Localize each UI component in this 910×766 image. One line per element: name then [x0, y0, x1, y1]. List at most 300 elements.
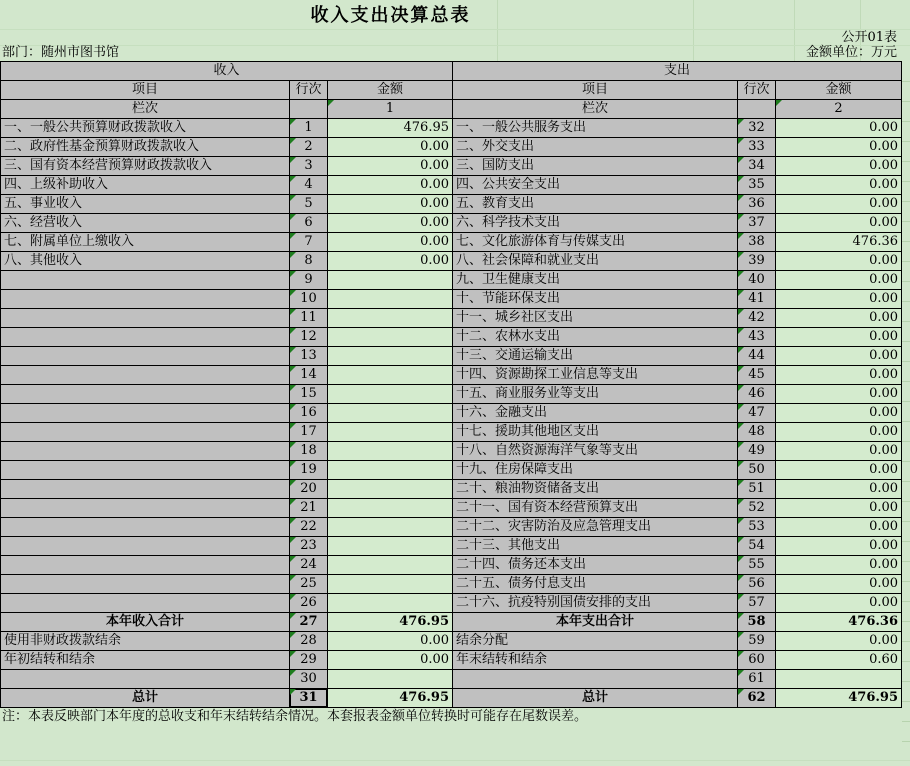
- cell-flag-icon: [290, 328, 296, 334]
- expense-amount-cell[interactable]: 0.00: [776, 385, 902, 404]
- expense-item-cell[interactable]: 二十、粮油物资储备支出: [453, 480, 738, 499]
- expense-line-no-cell[interactable]: [738, 556, 776, 575]
- expense-item-cell[interactable]: 十六、金融支出: [453, 404, 738, 423]
- expense-amount-cell[interactable]: 0.00: [776, 537, 902, 556]
- income-item-cell[interactable]: 二、政府性基金预算财政拨款收入: [1, 138, 290, 157]
- expense-column-index-blank[interactable]: [738, 100, 776, 119]
- income-line-no: 7: [304, 234, 313, 249]
- income-amount-cell[interactable]: [328, 575, 453, 594]
- expense-line-no-cell[interactable]: [738, 461, 776, 480]
- expense-amount-cell[interactable]: 476.36: [776, 233, 902, 252]
- expense-line-no-cell[interactable]: [738, 195, 776, 214]
- expense-item-cell[interactable]: 二十三、其他支出: [453, 537, 738, 556]
- expense-amount-cell[interactable]: 0.00: [776, 632, 902, 651]
- income-line-no-cell[interactable]: [290, 461, 328, 480]
- income-item-cell[interactable]: 年初结转和结余: [1, 651, 290, 670]
- income-amount-cell[interactable]: 0.00: [328, 214, 453, 233]
- expense-amount-cell[interactable]: 0.00: [776, 404, 902, 423]
- expense-line-no: 35: [748, 177, 765, 192]
- cell-flag-icon: [290, 556, 296, 562]
- meta-row: [0, 45, 901, 61]
- expense-line-no-cell[interactable]: [738, 214, 776, 233]
- expense-line-no-cell[interactable]: [738, 689, 776, 708]
- income-amount-cell[interactable]: [328, 309, 453, 328]
- expense-item-header[interactable]: 项目: [453, 81, 738, 100]
- expense-amount-cell[interactable]: 0.00: [776, 480, 902, 499]
- income-line-no-cell[interactable]: [290, 537, 328, 556]
- cell-flag-icon: [738, 404, 744, 410]
- income-amount-cell[interactable]: [328, 404, 453, 423]
- cell-flag-icon: [738, 366, 744, 372]
- income-amount-cell[interactable]: [328, 480, 453, 499]
- income-item-cell[interactable]: [1, 518, 290, 537]
- expense-amount-cell[interactable]: 0.00: [776, 442, 902, 461]
- income-line-no-cell[interactable]: [290, 518, 328, 537]
- income-line-no-cell[interactable]: [290, 347, 328, 366]
- expense-item-cell[interactable]: 二十二、灾害防治及应急管理支出: [453, 518, 738, 537]
- table-row: [1, 651, 902, 670]
- expense-line-no: 60: [748, 652, 765, 667]
- expense-line-no: 50: [748, 462, 765, 477]
- expense-item-cell[interactable]: 总计: [453, 689, 738, 708]
- expense-line-no-cell[interactable]: [738, 119, 776, 138]
- income-line-no: 13: [300, 348, 317, 363]
- income-section-header[interactable]: 收入: [1, 62, 453, 81]
- income-amount-cell[interactable]: [328, 556, 453, 575]
- income-line-no: 21: [300, 500, 317, 515]
- income-item-cell[interactable]: [1, 594, 290, 613]
- income-amount-cell[interactable]: 0.00: [328, 157, 453, 176]
- income-amount-cell[interactable]: [328, 290, 453, 309]
- income-item-cell[interactable]: [1, 670, 290, 689]
- income-line-no: 11: [300, 310, 317, 325]
- cell-flag-icon: [290, 214, 296, 220]
- expense-item-cell[interactable]: 二十五、债务付息支出: [453, 575, 738, 594]
- expense-line-no-cell[interactable]: [738, 632, 776, 651]
- income-item-cell[interactable]: [1, 442, 290, 461]
- income-item-cell[interactable]: [1, 575, 290, 594]
- cell-flag-icon: [738, 214, 744, 220]
- expense-line-no-cell[interactable]: [738, 537, 776, 556]
- income-amount-cell[interactable]: [328, 499, 453, 518]
- cell-flag-icon: [290, 233, 296, 239]
- income-amount-cell[interactable]: [328, 423, 453, 442]
- expense-item-cell[interactable]: 年末结转和结余: [453, 651, 738, 670]
- expense-line-no-cell[interactable]: [738, 404, 776, 423]
- expense-line-no: 51: [748, 481, 765, 496]
- expense-amount-cell[interactable]: 0.00: [776, 309, 902, 328]
- table-row: [1, 556, 902, 575]
- expense-line-no: 58: [747, 614, 766, 629]
- income-item-cell[interactable]: 使用非财政拨款结余: [1, 632, 290, 651]
- expense-line-no-cell[interactable]: [738, 252, 776, 271]
- income-item-cell[interactable]: [1, 347, 290, 366]
- expense-item-cell[interactable]: 九、卫生健康支出: [453, 271, 738, 290]
- income-amount-cell[interactable]: 0.00: [328, 252, 453, 271]
- expense-amount-cell[interactable]: 0.00: [776, 594, 902, 613]
- income-line-no-cell[interactable]: [290, 442, 328, 461]
- cell-flag-icon: [290, 632, 296, 638]
- income-line-no: 27: [299, 614, 318, 629]
- income-amount-cell[interactable]: [328, 366, 453, 385]
- income-amount-cell[interactable]: 0.00: [328, 632, 453, 651]
- cell-flag-icon: [738, 138, 744, 144]
- expense-line-no-cell[interactable]: [738, 309, 776, 328]
- table-row: [1, 575, 902, 594]
- expense-line-no: 45: [748, 367, 765, 382]
- income-line-no-cell[interactable]: [290, 385, 328, 404]
- expense-line-no-header[interactable]: 行次: [738, 81, 776, 100]
- expense-line-no: 39: [748, 253, 765, 268]
- expense-line-no-cell[interactable]: [738, 442, 776, 461]
- unit-label: 金额单位：万元: [805, 45, 897, 60]
- income-item-cell[interactable]: [1, 309, 290, 328]
- table-row: [1, 594, 902, 613]
- cell-flag-icon: [738, 537, 744, 543]
- income-item-cell[interactable]: [1, 290, 290, 309]
- income-item-cell[interactable]: 本年收入合计: [1, 613, 290, 632]
- cell-flag-icon: [738, 176, 744, 182]
- cell-flag-icon: [738, 632, 744, 638]
- income-amount-cell[interactable]: [328, 670, 453, 689]
- income-line-no-cell[interactable]: [290, 480, 328, 499]
- expense-line-no: 55: [748, 557, 765, 572]
- income-item-cell[interactable]: 总计: [1, 689, 290, 708]
- income-line-no-cell[interactable]: [290, 328, 328, 347]
- income-line-no-cell[interactable]: [290, 290, 328, 309]
- expense-amount-cell[interactable]: 0.00: [776, 252, 902, 271]
- income-line-no-cell[interactable]: [290, 575, 328, 594]
- expense-line-no-cell[interactable]: [738, 423, 776, 442]
- expense-amount-cell[interactable]: 0.00: [776, 423, 902, 442]
- expense-line-no-cell[interactable]: [738, 157, 776, 176]
- table-row: [1, 214, 902, 233]
- income-line-no-header[interactable]: 行次: [290, 81, 328, 100]
- cell-flag-icon: [290, 119, 296, 125]
- table-row: [1, 271, 902, 290]
- cell-flag-icon: [738, 385, 744, 391]
- income-item-cell[interactable]: 七、附属单位上缴收入: [1, 233, 290, 252]
- expense-line-no-cell[interactable]: [738, 499, 776, 518]
- expense-amount-cell[interactable]: 0.00: [776, 138, 902, 157]
- income-line-no: 22: [300, 519, 317, 534]
- expense-item-cell[interactable]: [453, 670, 738, 689]
- income-line-no: 5: [304, 196, 313, 211]
- expense-line-no-cell[interactable]: [738, 271, 776, 290]
- expense-item-cell[interactable]: 十九、住房保障支出: [453, 461, 738, 480]
- expense-item-cell[interactable]: 一、一般公共服务支出: [453, 119, 738, 138]
- income-amount-cell[interactable]: 476.95: [328, 613, 453, 632]
- expense-item-cell[interactable]: 十、节能环保支出: [453, 290, 738, 309]
- cell-flag-icon: [738, 233, 744, 239]
- expense-amount-cell[interactable]: 0.00: [776, 119, 902, 138]
- income-item-cell[interactable]: [1, 271, 290, 290]
- expense-item-cell[interactable]: 二十一、国有资本经营预算支出: [453, 499, 738, 518]
- expense-line-no-cell[interactable]: [738, 233, 776, 252]
- cell-flag-icon: [290, 252, 296, 258]
- cell-flag-icon: [738, 290, 744, 296]
- expense-line-no-cell[interactable]: [738, 138, 776, 157]
- income-item-cell[interactable]: 五、事业收入: [1, 195, 290, 214]
- income-item-cell[interactable]: [1, 328, 290, 347]
- cell-flag-icon: [290, 195, 296, 201]
- cell-flag-icon: [738, 670, 744, 676]
- expense-amount-cell[interactable]: 0.00: [776, 366, 902, 385]
- income-line-no: 31: [299, 690, 318, 705]
- cell-flag-icon: [738, 499, 744, 505]
- expense-amount-cell[interactable]: 0.00: [776, 176, 902, 195]
- income-amount-cell[interactable]: [328, 442, 453, 461]
- expense-item-cell[interactable]: 四、公共安全支出: [453, 176, 738, 195]
- income-item-cell[interactable]: [1, 556, 290, 575]
- expense-item-cell[interactable]: 结余分配: [453, 632, 738, 651]
- income-column-index-cell[interactable]: [328, 100, 453, 119]
- income-line-no: 25: [300, 576, 317, 591]
- table-row: [1, 499, 902, 518]
- income-amount-cell[interactable]: [328, 328, 453, 347]
- income-item-cell[interactable]: 六、经营收入: [1, 214, 290, 233]
- expense-item-cell[interactable]: 三、国防支出: [453, 157, 738, 176]
- expense-line-no-cell[interactable]: [738, 613, 776, 632]
- expense-item-cell[interactable]: 十八、自然资源海洋气象等支出: [453, 442, 738, 461]
- expense-line-no-cell[interactable]: [738, 480, 776, 499]
- income-amount-cell[interactable]: [328, 385, 453, 404]
- income-item-cell[interactable]: [1, 423, 290, 442]
- expense-amount-cell[interactable]: 476.36: [776, 613, 902, 632]
- cell-flag-icon: [738, 347, 744, 353]
- cell-flag-icon: [738, 271, 744, 277]
- income-line-no-cell[interactable]: [290, 670, 328, 689]
- expense-amount-cell[interactable]: 0.00: [776, 195, 902, 214]
- expense-amount-cell[interactable]: 0.00: [776, 499, 902, 518]
- expense-line-no-cell[interactable]: [738, 575, 776, 594]
- expense-section-header[interactable]: 支出: [453, 62, 902, 81]
- income-line-no-cell[interactable]: [290, 233, 328, 252]
- income-line-no-cell[interactable]: [290, 689, 328, 708]
- table-row: [1, 670, 902, 689]
- cell-flag-icon: [290, 366, 296, 372]
- expense-amount-cell[interactable]: 0.00: [776, 347, 902, 366]
- table-row: [1, 233, 902, 252]
- expense-line-no: 46: [748, 386, 765, 401]
- income-line-no: 23: [300, 538, 317, 553]
- expense-item-cell[interactable]: 二十六、抗疫特别国债安排的支出: [453, 594, 738, 613]
- expense-item-cell[interactable]: 十七、援助其他地区支出: [453, 423, 738, 442]
- cell-flag-icon: [290, 670, 296, 676]
- expense-amount-cell[interactable]: 0.00: [776, 556, 902, 575]
- income-amount-cell[interactable]: 0.00: [328, 233, 453, 252]
- expense-item-cell[interactable]: 十三、交通运输支出: [453, 347, 738, 366]
- expense-item-cell[interactable]: 八、社会保障和就业支出: [453, 252, 738, 271]
- income-line-no-cell[interactable]: [290, 252, 328, 271]
- income-line-no-cell[interactable]: [290, 309, 328, 328]
- income-line-no: 2: [304, 139, 313, 154]
- expense-amount-cell[interactable]: 0.00: [776, 328, 902, 347]
- expense-line-no-cell[interactable]: [738, 347, 776, 366]
- cell-flag-icon: [738, 309, 744, 315]
- expense-line-no-cell[interactable]: [738, 328, 776, 347]
- expense-line-no-cell[interactable]: [738, 518, 776, 537]
- cell-flag-icon: [290, 157, 296, 163]
- table-row: [1, 347, 902, 366]
- cell-flag-icon: [290, 138, 296, 144]
- cell-flag-icon: [290, 499, 296, 505]
- income-amount-cell[interactable]: [328, 461, 453, 480]
- income-item-cell[interactable]: [1, 366, 290, 385]
- income-line-no: 4: [304, 177, 313, 192]
- income-amount-cell[interactable]: [328, 347, 453, 366]
- income-line-no-cell[interactable]: [290, 613, 328, 632]
- expense-amount-cell[interactable]: 476.95: [776, 689, 902, 708]
- expense-line-no: 49: [748, 443, 765, 458]
- department-label: 部门：随州市图书馆: [2, 45, 120, 60]
- expense-item-cell[interactable]: 二十四、债务还本支出: [453, 556, 738, 575]
- income-amount-cell[interactable]: 476.95: [328, 119, 453, 138]
- cell-flag-icon: [738, 252, 744, 258]
- expense-line-no-cell[interactable]: [738, 176, 776, 195]
- income-item-cell[interactable]: [1, 537, 290, 556]
- expense-column-index-label[interactable]: 栏次: [453, 100, 738, 119]
- income-line-no-cell[interactable]: [290, 214, 328, 233]
- income-item-cell[interactable]: [1, 499, 290, 518]
- section-header-row: [1, 62, 902, 81]
- income-line-no-cell[interactable]: [290, 499, 328, 518]
- cell-flag-icon: [290, 651, 296, 657]
- income-line-no-cell[interactable]: [290, 594, 328, 613]
- table-row: [1, 518, 902, 537]
- cell-flag-icon: [290, 518, 296, 524]
- income-amount-cell[interactable]: 0.00: [328, 138, 453, 157]
- income-line-no: 15: [300, 386, 317, 401]
- income-item-cell[interactable]: [1, 404, 290, 423]
- cell-flag-icon: [290, 385, 296, 391]
- cell-flag-icon: [290, 594, 296, 600]
- cell-flag-icon: [738, 556, 744, 562]
- income-amount-cell[interactable]: 0.00: [328, 176, 453, 195]
- cell-flag-icon: [738, 461, 744, 467]
- income-line-no-cell[interactable]: [290, 651, 328, 670]
- expense-line-no-cell[interactable]: [738, 366, 776, 385]
- expense-item-cell[interactable]: 六、科学技术支出: [453, 214, 738, 233]
- income-line-no: 8: [304, 253, 313, 268]
- income-line-no-cell[interactable]: [290, 556, 328, 575]
- income-line-no: 1: [304, 120, 313, 135]
- income-line-no-cell[interactable]: [290, 157, 328, 176]
- expense-amount-cell[interactable]: 0.00: [776, 271, 902, 290]
- cell-flag-icon: [328, 100, 334, 106]
- expense-item-cell[interactable]: 十四、资源勘探工业信息等支出: [453, 366, 738, 385]
- expense-item-cell[interactable]: 七、文化旅游体育与传媒支出: [453, 233, 738, 252]
- expense-line-no: 59: [748, 633, 765, 648]
- income-line-no: 12: [300, 329, 317, 344]
- cell-flag-icon: [738, 575, 744, 581]
- income-line-no: 17: [300, 424, 317, 439]
- expense-line-no: 40: [748, 272, 765, 287]
- income-item-cell[interactable]: 四、上级补助收入: [1, 176, 290, 195]
- expense-item-cell[interactable]: 十二、农林水支出: [453, 328, 738, 347]
- income-item-cell[interactable]: 八、其他收入: [1, 252, 290, 271]
- column-header-row: [1, 81, 902, 100]
- expense-line-no-cell[interactable]: [738, 594, 776, 613]
- income-amount-header[interactable]: 金额: [328, 81, 453, 100]
- expense-item-cell[interactable]: 五、教育支出: [453, 195, 738, 214]
- income-amount-cell[interactable]: 0.00: [328, 195, 453, 214]
- expense-line-no: 44: [748, 348, 765, 363]
- expense-line-no-cell[interactable]: [738, 670, 776, 689]
- expense-line-no-cell[interactable]: [738, 651, 776, 670]
- income-line-no-cell[interactable]: [290, 138, 328, 157]
- expense-item-cell[interactable]: 十五、商业服务业等支出: [453, 385, 738, 404]
- income-item-cell[interactable]: [1, 385, 290, 404]
- expense-column-index: 2: [834, 101, 843, 116]
- income-line-no-cell[interactable]: [290, 195, 328, 214]
- expense-line-no-cell[interactable]: [738, 385, 776, 404]
- expense-amount-cell[interactable]: [776, 670, 902, 689]
- table-row: [1, 480, 902, 499]
- income-line-no-cell[interactable]: [290, 632, 328, 651]
- income-amount-cell[interactable]: [328, 518, 453, 537]
- cell-flag-icon: [290, 442, 296, 448]
- income-line-no-cell[interactable]: [290, 366, 328, 385]
- income-item-cell[interactable]: [1, 461, 290, 480]
- income-line-no-cell[interactable]: [290, 119, 328, 138]
- cell-flag-icon: [738, 119, 744, 125]
- cell-flag-icon: [290, 480, 296, 486]
- income-line-no-cell[interactable]: [290, 271, 328, 290]
- income-item-cell[interactable]: [1, 480, 290, 499]
- expense-amount-cell[interactable]: 0.00: [776, 575, 902, 594]
- income-line-no: 24: [300, 557, 317, 572]
- income-item-cell[interactable]: 三、国有资本经营预算财政拨款收入: [1, 157, 290, 176]
- income-line-no: 26: [300, 595, 317, 610]
- expense-amount-cell[interactable]: 0.00: [776, 214, 902, 233]
- cell-flag-icon: [738, 157, 744, 163]
- income-amount-cell[interactable]: [328, 537, 453, 556]
- expense-amount-cell[interactable]: 0.00: [776, 518, 902, 537]
- income-line-no: 29: [300, 652, 317, 667]
- income-amount-cell[interactable]: [328, 271, 453, 290]
- expense-amount-cell[interactable]: 0.60: [776, 651, 902, 670]
- cell-flag-icon: [290, 613, 296, 619]
- cell-flag-icon: [738, 195, 744, 201]
- income-amount-cell[interactable]: [328, 594, 453, 613]
- cell-flag-icon: [776, 100, 782, 106]
- expense-amount-cell[interactable]: 0.00: [776, 290, 902, 309]
- income-line-no: 30: [300, 671, 317, 686]
- expense-amount-cell[interactable]: 0.00: [776, 157, 902, 176]
- expense-amount-header[interactable]: 金额: [776, 81, 902, 100]
- income-line-no-cell[interactable]: [290, 404, 328, 423]
- expense-item-cell[interactable]: 二、外交支出: [453, 138, 738, 157]
- expense-column-index-cell[interactable]: [776, 100, 902, 119]
- income-column-index-label[interactable]: 栏次: [1, 100, 290, 119]
- income-amount-cell[interactable]: 0.00: [328, 651, 453, 670]
- income-line-no-cell[interactable]: [290, 423, 328, 442]
- expense-item-cell[interactable]: 本年支出合计: [453, 613, 738, 632]
- expense-item-cell[interactable]: 十一、城乡社区支出: [453, 309, 738, 328]
- income-amount-cell[interactable]: 476.95: [328, 689, 453, 708]
- income-column-index-blank[interactable]: [290, 100, 328, 119]
- cell-flag-icon: [290, 423, 296, 429]
- expense-line-no: 32: [748, 120, 765, 135]
- table-row: [1, 290, 902, 309]
- expense-line-no-cell[interactable]: [738, 290, 776, 309]
- income-item-cell[interactable]: 一、一般公共预算财政拨款收入: [1, 119, 290, 138]
- expense-line-no: 48: [748, 424, 765, 439]
- income-item-header[interactable]: 项目: [1, 81, 290, 100]
- expense-amount-cell[interactable]: 0.00: [776, 461, 902, 480]
- income-line-no-cell[interactable]: [290, 176, 328, 195]
